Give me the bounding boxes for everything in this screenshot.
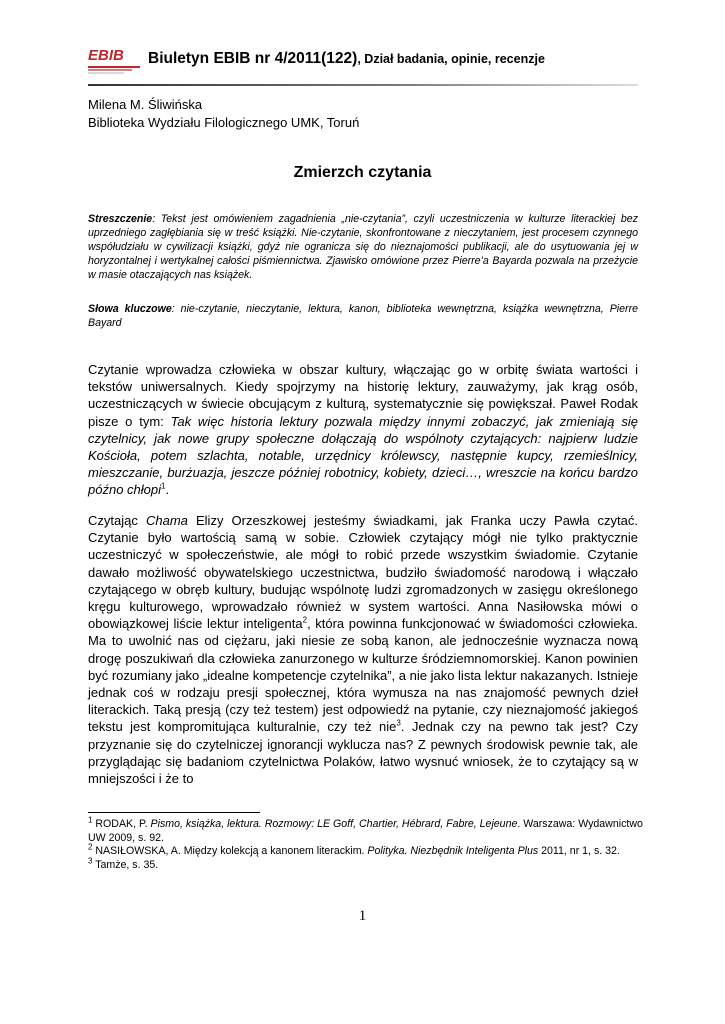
abstract-label: Streszczenie bbox=[88, 213, 153, 225]
bulletin-section: , Dział badania, opinie, recenzje bbox=[357, 52, 545, 66]
header-rule bbox=[88, 84, 638, 86]
footnote-text: 2011, nr 1, s. 32. bbox=[538, 845, 620, 858]
keywords-label: Słowa kluczowe bbox=[88, 303, 172, 315]
footnote-title: Pismo, książka, lektura. Rozmowy: LE Goff, Chartier, Hébrard, Fabre, Lejeune bbox=[150, 818, 518, 830]
keywords bbox=[88, 302, 638, 330]
paragraph-text: Czytanie wprowadza człowieka w obszar kultury, włączając go w orbitę świata wartości i tekstów uniwersalnych. Kiedy spojrzymy na historię lektury, zauważymy, jak krąg osób, uczestniczących w świecie obcującym z kulturą, systematycznie się powiększał. Paweł Rodak pisze o tym: bbox=[88, 362, 638, 429]
footnote bbox=[88, 842, 648, 859]
article-title: Zmierzch czytania bbox=[293, 164, 432, 181]
logo-stripe bbox=[88, 72, 124, 74]
footnote-number: 3 bbox=[88, 856, 93, 866]
paragraph-text: . Jednak czy na pewno tak jest? Czy przyznanie się do czytelniczej ignorancji wyklucza nas? Z pewnych środowisk pewnie tak, ale przyglądając się badaniom czytelnictwa Polaków, łatwo wysnuć wniosek, że to czytający są w mniejszości i że to bbox=[88, 719, 638, 787]
abstract bbox=[88, 212, 638, 282]
logo-stripes bbox=[88, 66, 140, 74]
logo-stripe bbox=[88, 69, 132, 71]
abstract-text: : Tekst jest omówieniem zagadnienia „nie-czytania”, czyli uczestniczenia w kulturze literackiej bez uprzedniego zagłębiania się w treść książki. Nie-czytanie, skonfrontowane z nieczytaniem, jest procesem czynnego współudziału w cywilizacji książki, gdyż nie ogranicza się do nieznajomości publikacji, ale do usytuowania jej w horyzontalnej i wertykalnej całości piśmiennictwa. Zjawisko omówione przez Pierre’a Bayarda pozwala na przeżycie w masie otaczających nas książek. bbox=[88, 213, 638, 281]
bulletin-title bbox=[148, 50, 545, 68]
header bbox=[88, 40, 648, 84]
bulletin-title-main: Biuletyn EBIB nr 4/2011(122) bbox=[148, 50, 358, 67]
footnote-text: Tamże, s. 35. bbox=[92, 858, 159, 871]
body-paragraph-2 bbox=[88, 512, 638, 787]
author-name: Milena M. Śliwińska bbox=[88, 97, 203, 112]
book-title: Chama bbox=[145, 513, 188, 528]
footnote bbox=[88, 856, 648, 873]
body-paragraph-1 bbox=[88, 361, 638, 499]
footnote-number: 2 bbox=[88, 842, 93, 852]
logo-stripe bbox=[88, 66, 140, 68]
rodak-quote: Tak więc historia lektury pozwala między innymi zobaczyć, jak zmieniają się czytelnicy, jak nowe grupy społeczne dołączają do wspólnoty czytających: najpierw ludzie Kościoła, potem szlachta, notable, urzędnicy królewscy, następnie kupcy, rzemieślnicy, mieszczanie, burżuazja, jeszcze później robotnicy, kobiety, dzieci…, wreszcie na końcu bardzo późno chłopi bbox=[88, 413, 638, 498]
footnote-title: Polityka. Niezbędnik Inteligenta Plus bbox=[367, 845, 539, 858]
footnote-ref[interactable]: 1 bbox=[161, 482, 166, 492]
keywords-text: : nie-czytanie, nieczytanie, lektura, kanon, biblioteka wewnętrzna, książka wewnętrzna, Pierre Bayard bbox=[88, 303, 639, 329]
footnote bbox=[88, 815, 648, 845]
footnote-text: RODAK, P. bbox=[92, 818, 151, 830]
author-affiliation: Biblioteka Wydziału Filologicznego UMK, Toruń bbox=[88, 115, 360, 130]
paragraph-text: , która powinna funkcjonować w świadomości człowieka. Ma to uwolnić nas od ciężaru, jaki niesie ze sobą kanon, ale jednocześnie wyznacza nową drogę poszukiwań dla człowieka zanurzonego w kulturze śródziemnomorskiej. Kanon powinien być rozumiany jako „idealne kompetencje czytelnika”, a nie jako lista lektur nakazanych. Istnieje jednak coś w rodzaju presji społecznej, która wymusza na nas znajomość pewnych dzieł literackich. Taką presją (czy też testem) jest odpowiedź na pytanie, czy nieznajomość jakiegoś tekstu jest kompromitująca kulturalnie, czy też nie bbox=[88, 616, 638, 735]
footnote-text: NASIŁOWSKA, A. Między kolekcją a kanonem literackim. bbox=[92, 845, 368, 858]
footnote-ref[interactable]: 2 bbox=[302, 615, 308, 625]
author-block bbox=[88, 96, 359, 132]
paragraph-text: Czytając bbox=[88, 513, 146, 528]
footnote-ref[interactable]: 3 bbox=[396, 719, 401, 729]
footnote-separator bbox=[88, 812, 260, 813]
page-number: 1 bbox=[358, 908, 367, 924]
paragraph-text: . bbox=[165, 482, 170, 498]
ebib-logo bbox=[88, 44, 140, 74]
logo-text: EBIB bbox=[88, 47, 124, 64]
footnote-number: 1 bbox=[88, 815, 93, 825]
footnotes bbox=[88, 815, 648, 872]
paragraph-text: Elizy Orzeszkowej jesteśmy świadkami, jak Franka uczy Pawła czytać. Czytanie było wartością samą w sobie. Człowiek czytający mógł nie tylko praktycznie uczestniczyć w społeczeństwie, ale mógł to robić przede wszystkim świadomie. Czytanie dawało możliwość obywatelskiego uczestnictwa, budziło świadomość narodową i włączało czytającego w obręb kultury, budując wspólnotę ludzi zgromadzonych w zasięgu określonego kręgu kulturowego, wprowadzało również w system wartości. Anna Nasiłowska mówi o obowiązkowej liście lektur inteligenta bbox=[88, 513, 638, 632]
footnote-text: . Warszawa: Wydawnictwo UW 2009, s. 92. bbox=[88, 818, 643, 844]
